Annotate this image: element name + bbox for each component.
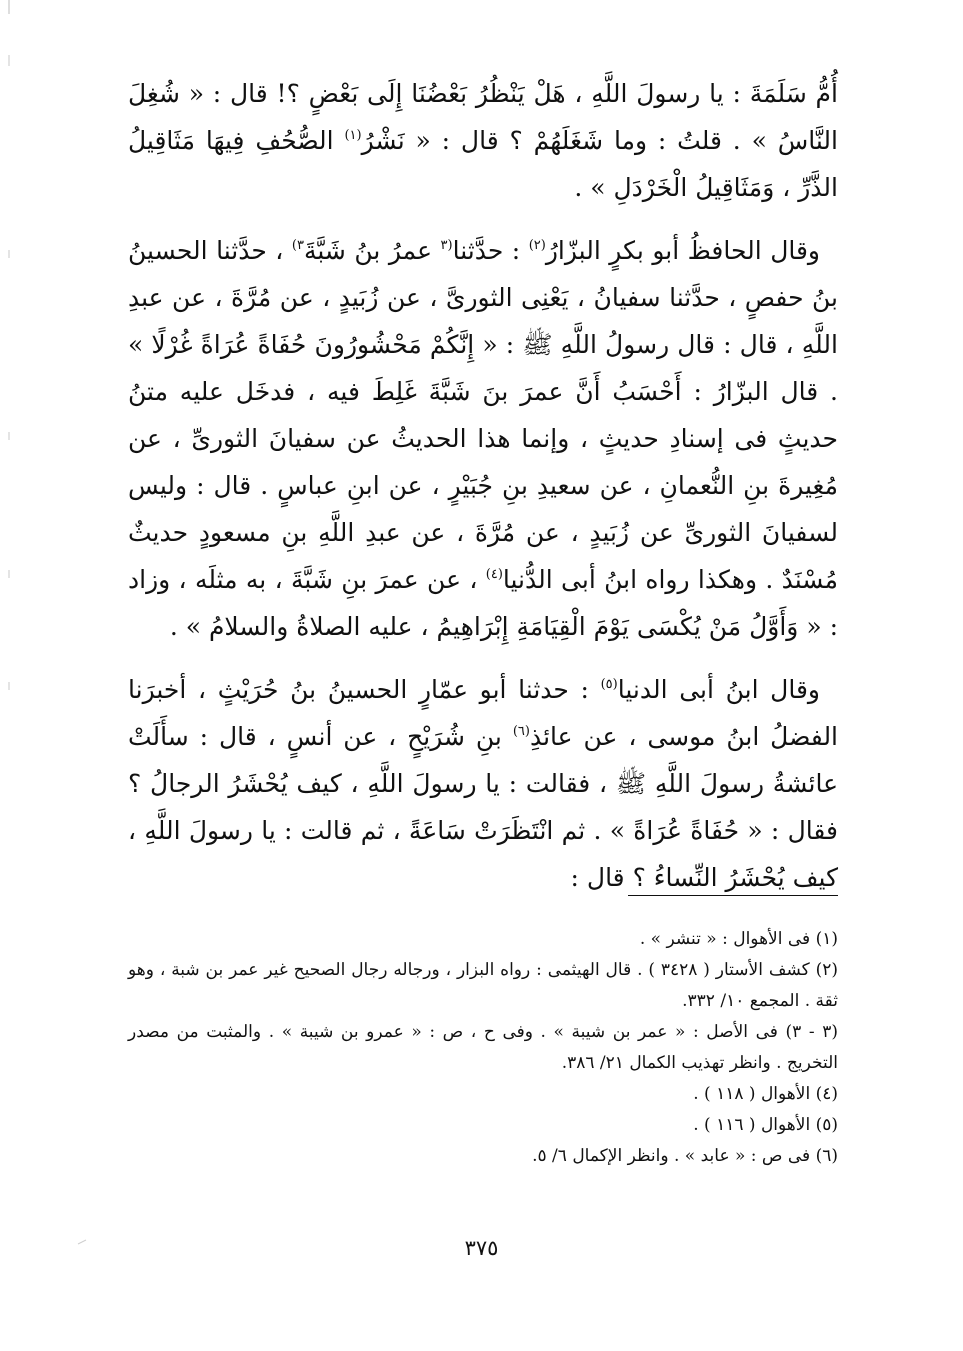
footnote-3: (٣ - ٣) فى الأصل : « عمر بن شيبة » . وفى ح ، ص : « عمرو بن شيبة » . والمثبت من مصدر التخريج . وانظر تهذيب الكمال ٢١/ ٣٨٦. (128, 1022, 838, 1073)
text-segment: : حدثنا أبو عمّارٍ الحسينُ بنُ حُرَيْثٍ ، أخبرَنا الفضلُ ابنُ موسى ، عن عائذِ (128, 675, 839, 751)
footnote-ref-5: (٥) (600, 677, 618, 692)
footnote-2: (٢) كشف الأستار ( ٣٤٢٨ ) . قال الهيثمى : رواه البزار ، ورجاله رجال الصحيح غير عمر بن شبة ، وهو ثقة . المجمع ١٠/ ٣٣٢. (128, 960, 838, 1011)
text-segment: أُمُّ سَلَمَةَ : يا رسولَ اللَّهِ ، هَلْ يَنْظُرُ بَعْضُنَا إِلَى بَعْضٍ ؟! قال : « شُغِلَ النَّاسُ » . قلتُ : وما شَغَلَهُمْ ؟ قال : « نَشْرُ (128, 79, 838, 155)
text-segment: وقال الحافظُ أبو بكرٍ البزّارُ (545, 236, 820, 265)
text-segment: : حدَّثنا (452, 236, 529, 265)
footnote-ref-6: (٦) (512, 724, 530, 739)
text-segment: ، عن عمرَ بنِ شَبَّةَ ، به مثلَه ، وزاد : « وَأَوَّلُ مَنْ يُكْسَى يَوْمَ الْقِيَامَةِ إِبْرَاهِيمُ ، عليه الصلاةُ والسلامُ » . (128, 565, 838, 641)
text-segment: بنِ شُرَيْحٍ ، عن أنسٍ ، قال : سأَلَتْ عائشةُ رسولَ اللَّهِ ﷺ ، فقالت : يا رسولَ اللَّهِ ، كيف يُحْشَرُ الرجالُ ؟ فقال : « حُفَاةً عُرَاةً » . ثم انْتَظَرَتْ سَاعَةً ، ثم قالت : يا رسولَ اللَّهِ ، كيف يُحْشَرُ النِّساءُ ؟ قال : (128, 722, 838, 892)
footnote-1: (١) فى الأهوال : « تنشر » . (639, 929, 838, 949)
paragraph-3 (128, 666, 838, 901)
main-text (128, 70, 838, 901)
text-segment: وقال ابنُ أبى الدنيا (617, 675, 820, 704)
footnote-ref-3-close: ٣) (291, 238, 304, 253)
text-segment: عمرُ بنُ شَبَّةَ (303, 236, 441, 265)
page-number: ٣٧٥ (464, 1236, 499, 1260)
text-segment: الصُّحُفِ فِيهَا مَثَاقِيلُ الذَّرِّ ، وَمَثَاقِيلُ الْخَرْدَلِ » . (128, 126, 838, 202)
footnote-4: (٤) الأهوال ( ١١٨ ) . (693, 1084, 838, 1104)
footnote-ref-3-open: (٣ (440, 238, 453, 253)
footnote-ref-4: (٤) (485, 567, 503, 582)
paragraph-1 (128, 70, 838, 211)
footnote-5: (٥) الأهوال ( ١١٦ ) . (693, 1115, 838, 1135)
footnote-ref-2: (٢) (528, 238, 546, 253)
footnote-6: (٦) فى ص : « عابد » . وانظر الإكمال ٦/ ٥. (532, 1146, 838, 1166)
footnote-ref-1: (١) (344, 128, 362, 143)
footnotes (128, 924, 838, 1172)
paragraph-2 (128, 227, 838, 650)
footnote-separator (628, 895, 838, 896)
text-segment: ، حدَّثنا الحسينُ بنُ حفصٍ ، حدَّثنا سفيانُ ، يَعْنِى الثورىَّ ، عن زُبَيدٍ ، عن مُرَّةَ ، عن عبدِ اللَّهِ ، قال : قال رسولُ اللَّهِ ﷺ : « إِنَّكُمْ مَحْشُورُونَ حُفَاةً عُرَاةً غُرْلًا » . قال البزّارُ : أَحْسَبُ أَنَّ عمرَ بنَ شَبَّةَ غَلِطَ فيه ، فدخَل عليه متنُ حديثٍ فى إسنادِ حديثٍ ، وإنما هذا الحديثُ عن سفيانَ الثورىِّ ، عن مُغِيرةَ بنِ النُّعمانِ ، عن سعيدِ بنِ جُبَيْرٍ ، عن ابنِ عباسٍ . قال : وليس لسفيانَ الثورىِّ عن زُبَيدٍ ، عن مُرَّةَ ، عن عبدِ اللَّهِ بنِ مسعودٍ حديثٌ مُسْنَدٌ . وهكذا رواه ابنُ أبى الدُّنيا (128, 236, 838, 594)
